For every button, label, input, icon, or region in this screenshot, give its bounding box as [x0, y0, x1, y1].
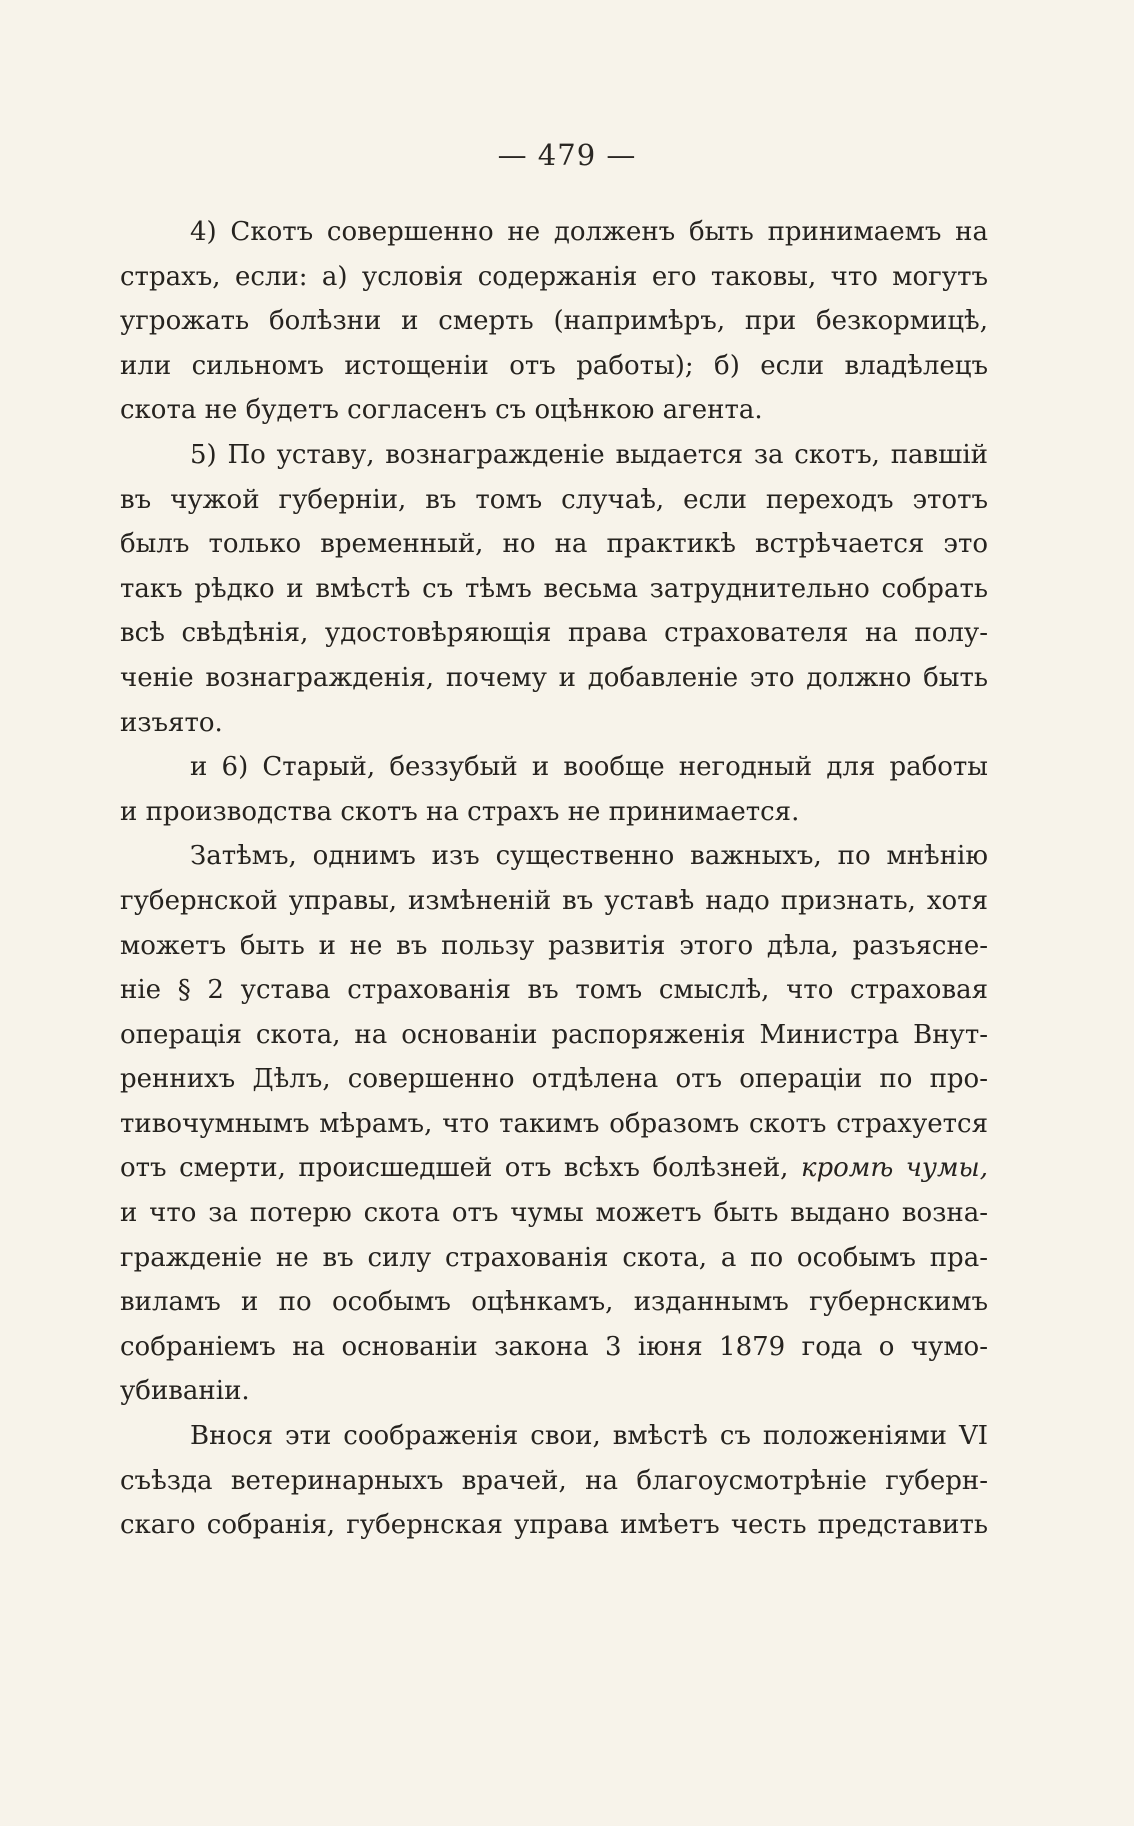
text-line: былъ только временный, но на практикѣ встрѣчается это	[120, 529, 988, 560]
text-line: съѣзда ветеринарныхъ врачей, на благоусмотрѣніе губерн-	[120, 1465, 988, 1496]
text-line: такъ рѣдко и вмѣстѣ съ тѣмъ весьма затруднительно собрать	[120, 573, 988, 604]
text-line: и 6) Старый, беззубый и вообще негодный для работы	[190, 752, 988, 783]
text-line: и что за потерю скота отъ чумы можетъ быть выдано возна-	[120, 1198, 988, 1229]
text-line: страхъ, если: а) условія содержанія его таковы, что могутъ	[120, 261, 988, 292]
text-line: Затѣмъ, однимъ изъ существенно важныхъ, по мнѣнію	[190, 841, 988, 872]
text-line: 4) Скотъ совершенно не долженъ быть принимаемъ на	[190, 217, 988, 247]
text-line: ніе § 2 устава страхованія въ томъ смыслѣ, что страховая	[120, 975, 988, 1006]
text-line: собраніемъ на основаніи закона 3 іюня 1879 года о чумо-	[120, 1331, 988, 1362]
text-line: Внося эти соображенія свои, вмѣстѣ съ положеніями VI	[190, 1421, 988, 1452]
text-line: скота не будетъ согласенъ съ оцѣнкою агента.	[120, 395, 763, 426]
text-line: скаго собранія, губернская управа имѣетъ честь представить	[120, 1510, 988, 1541]
text-line: изъято.	[120, 707, 223, 738]
text-line: или сильномъ истощеніи отъ работы); б) если владѣлецъ	[120, 350, 988, 381]
text-line: гражденіе не въ силу страхованія скота, а по особымъ пра-	[120, 1242, 988, 1273]
text-line-with-italic	[120, 1146, 988, 1191]
text-line: ченіе вознагражденія, почему и добавленіе это должно быть	[120, 662, 988, 693]
text-line: можетъ быть и не въ пользу развитія этого дѣла, разъясне-	[120, 930, 988, 961]
text-fragment: отъ смерти, происшедшей отъ всѣхъ болѣзней,	[120, 1153, 789, 1184]
text-line: реннихъ Дѣлъ, совершенно отдѣлена отъ операціи по про-	[120, 1064, 988, 1095]
paragraph	[120, 1414, 988, 1548]
text-line: и производства скотъ на страхъ не принимается.	[120, 796, 800, 827]
text-line: виламъ и по особымъ оцѣнкамъ, изданнымъ губернскимъ	[120, 1287, 988, 1318]
body-text	[120, 210, 988, 1548]
paragraph	[120, 433, 988, 745]
italic-emphasis: кромѣ чумы,	[800, 1153, 988, 1184]
text-line: угрожать болѣзни и смерть (напримѣръ, при безкормицѣ,	[120, 306, 988, 337]
text-line: операція скота, на основаніи распоряженія Министра Внут-	[120, 1019, 988, 1050]
paragraph	[120, 210, 988, 433]
text-line: всѣ свѣдѣнія, удостовѣряющія права страхователя на полу-	[120, 618, 988, 649]
paragraph	[120, 745, 988, 834]
text-line: убиваніи.	[120, 1376, 250, 1407]
text-line: тивочумнымъ мѣрамъ, что такимъ образомъ скотъ страхуется	[120, 1108, 988, 1139]
text-line: 5) По уставу, вознагражденіе выдается за скотъ, павшій	[190, 439, 988, 470]
text-line: губернской управы, измѣненій въ уставѣ надо признать, хотя	[120, 885, 988, 916]
text-line: въ чужой губерніи, въ томъ случаѣ, если переходъ этотъ	[120, 484, 988, 515]
paragraph	[120, 834, 988, 1414]
page-number: — 479 —	[497, 138, 637, 172]
